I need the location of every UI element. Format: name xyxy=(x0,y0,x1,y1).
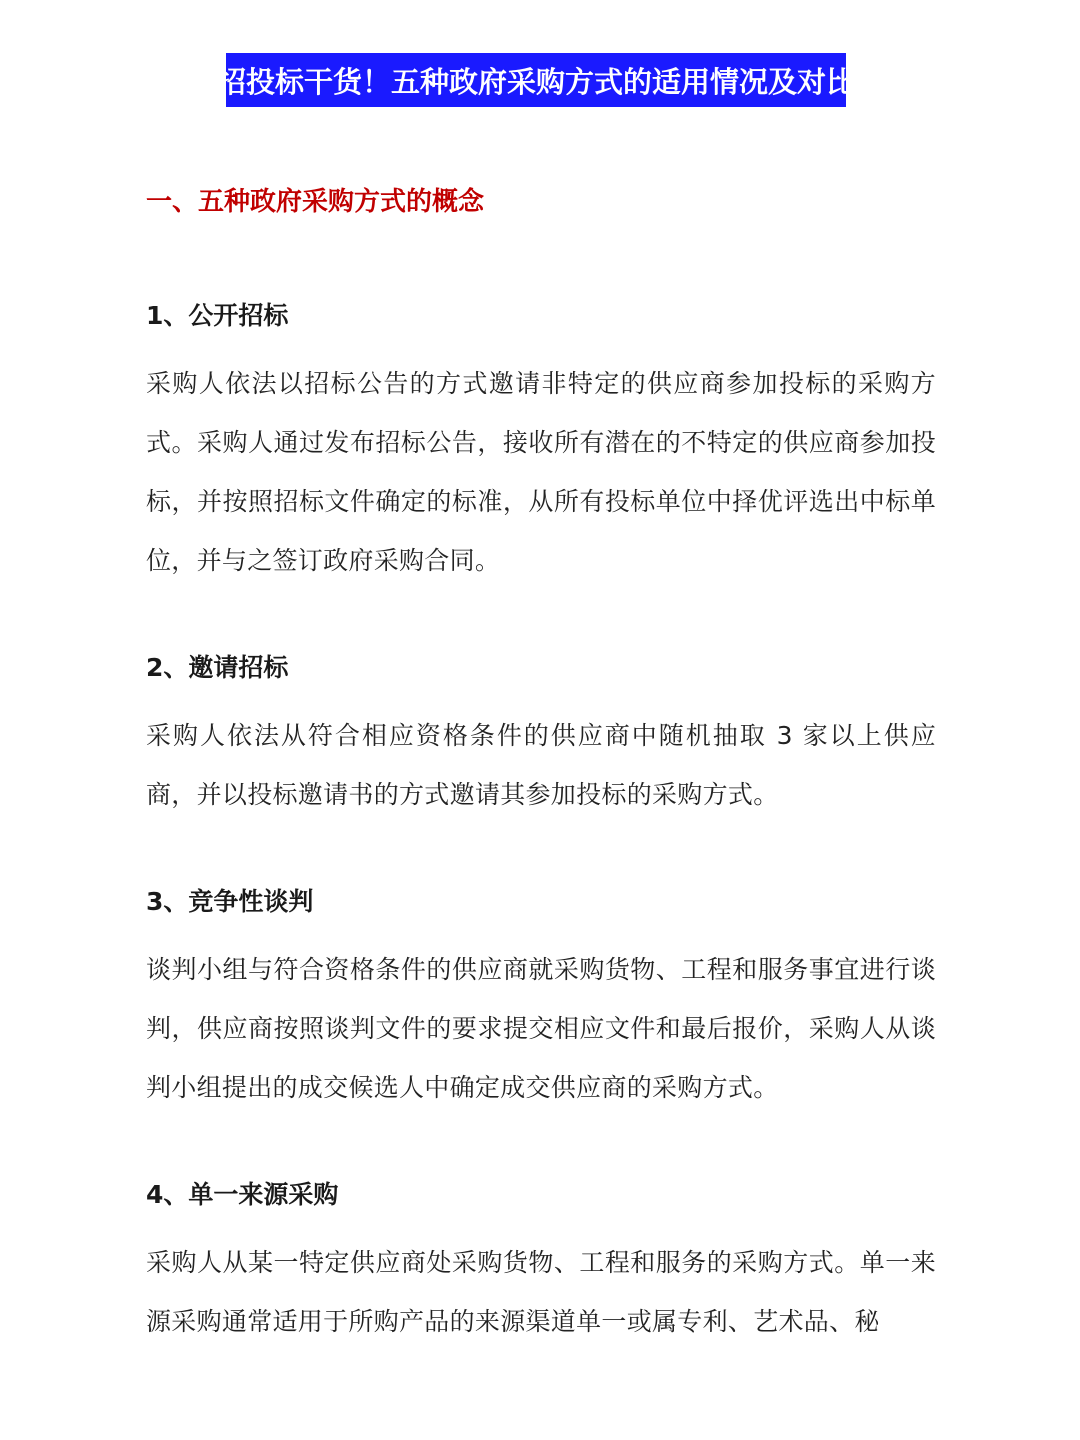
method-title: 4、单一来源采购 xyxy=(146,1180,339,1209)
method-competitive-negotiation xyxy=(146,882,936,1117)
method-single-source xyxy=(146,1175,936,1351)
method-title: 2、邀请招标 xyxy=(146,653,289,682)
method-open-tender xyxy=(146,296,936,590)
page-title: 招投标干货！五种政府采购方式的适用情况及对比 xyxy=(217,64,856,99)
method-invited-tender xyxy=(146,648,936,824)
method-title: 1、公开招标 xyxy=(146,301,289,330)
title-banner xyxy=(217,53,856,107)
method-description: 谈判小组与符合资格条件的供应商就采购货物、工程和服务事宜进行谈判，供应商按照谈判文件的要求提交相应文件和最后报价，采购人从谈判小组提出的成交候选人中确定成交供应商的采购方式。 xyxy=(146,955,936,1102)
method-title: 3、竞争性谈判 xyxy=(146,887,314,916)
section-heading: 一、五种政府采购方式的概念 xyxy=(146,187,485,217)
document-content xyxy=(146,180,936,1409)
method-description: 采购人依法以招标公告的方式邀请非特定的供应商参加投标的采购方式。采购人通过发布招标公告，接收所有潜在的不特定的供应商参加投标，并按照招标文件确定的标准，从所有投标单位中择优评选出中标单位，并与之签订政府采购合同。 xyxy=(146,369,936,575)
method-description: 采购人从某一特定供应商处采购货物、工程和服务的采购方式。单一来源采购通常适用于所购产品的来源渠道单一或属专利、艺术品、秘 xyxy=(146,1248,936,1336)
method-description: 采购人依法从符合相应资格条件的供应商中随机抽取 3 家以上供应商，并以投标邀请书的方式邀请其参加投标的采购方式。 xyxy=(146,721,936,809)
